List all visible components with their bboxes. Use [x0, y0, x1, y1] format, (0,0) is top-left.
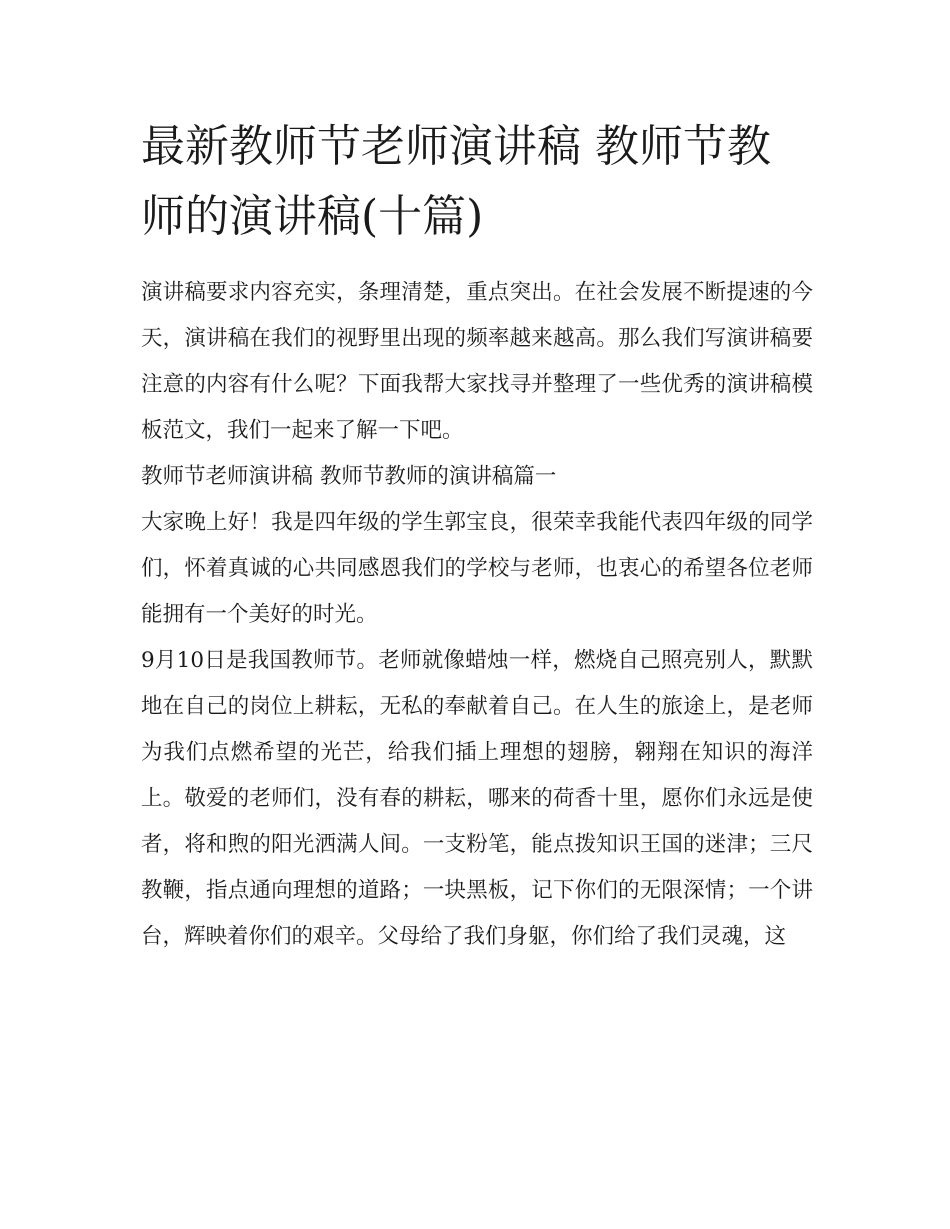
- document-body: [141, 270, 813, 960]
- intro-paragraph: 演讲稿要求内容充实，条理清楚，重点突出。在社会发展不断提速的今天，演讲稿在我们的视野里出现的频率越来越高。那么我们写演讲稿要注意的内容有什么呢？下面我帮大家找寻并整理了一些优秀的演讲稿模板范文，我们一起来了解一下吧。: [141, 280, 813, 443]
- section-heading: 教师节老师演讲稿 教师节教师的演讲稿篇一: [141, 464, 557, 489]
- body-paragraph: 9月10日是我国教师节。老师就像蜡烛一样，燃烧自己照亮别人，默默地在自己的岗位上耕耘，无私的奉献着自己。在人生的旅途上，是老师为我们点燃希望的光芒，给我们插上理想的翅膀，翱翔在知识的海洋上。敬爱的老师们，没有春的耕耘，哪来的荷香十里，愿你们永远是使者，将和煦的阳光洒满人间。一支粉笔，能点拨知识王国的迷津；三尺教鞭，指点通向理想的道路；一块黑板，记下你们的无限深情；一个讲台，辉映着你们的艰辛。父母给了我们身躯，你们给了我们灵魂，这: [141, 648, 813, 949]
- body-paragraph: 大家晚上好！我是四年级的学生郭宝良，很荣幸我能代表四年级的同学们，怀着真诚的心共同感恩我们的学校与老师，也衷心的希望各位老师能拥有一个美好的时光。: [141, 510, 813, 627]
- document-title: 最新教师节老师演讲稿 教师节教师的演讲稿(十篇): [141, 121, 771, 242]
- document-content: [141, 112, 813, 960]
